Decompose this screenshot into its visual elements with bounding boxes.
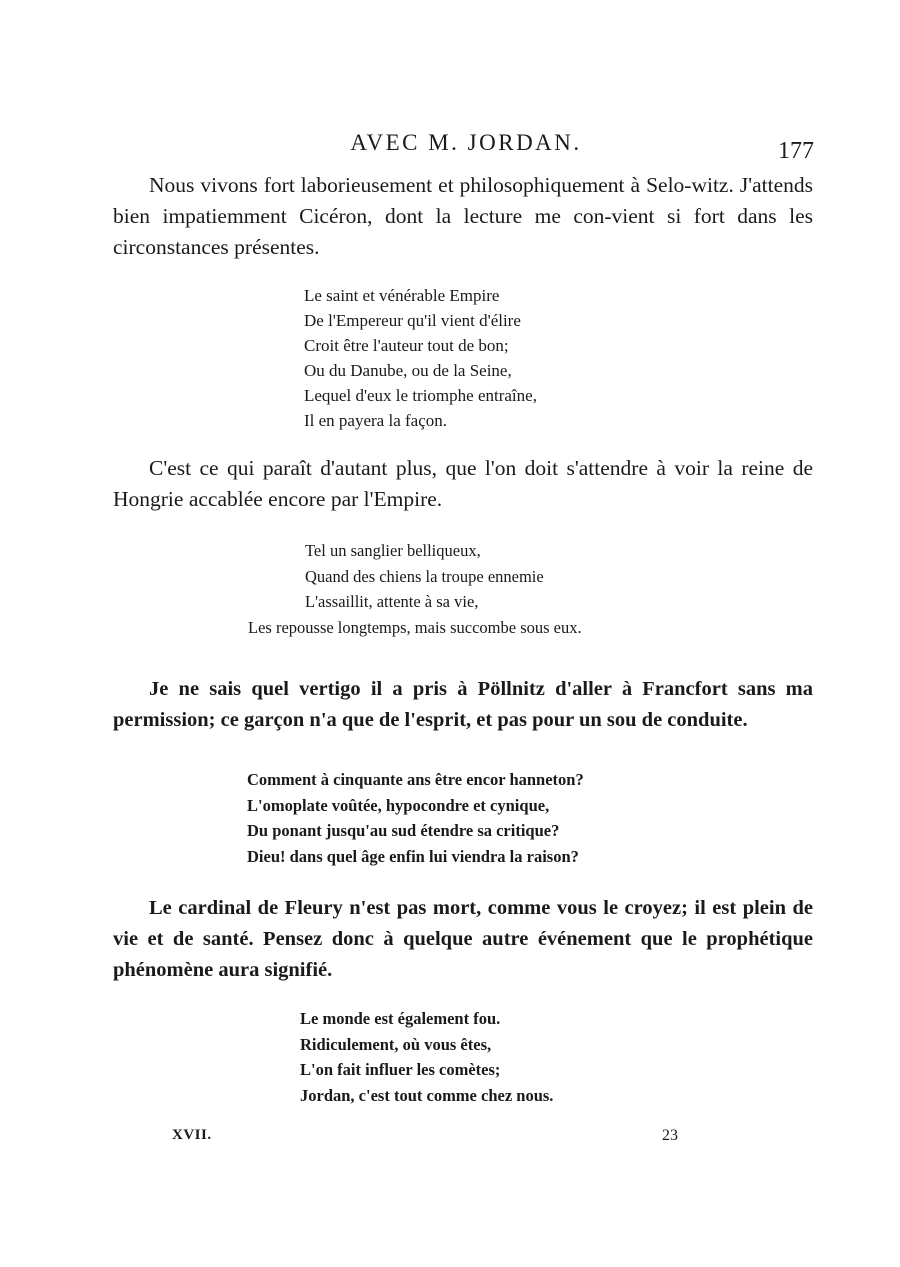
paragraph-3-text: Je ne sais quel vertigo il a pris à Pöllnitz d'aller à Francfort sans ma permission; ce garçon n'a que de l'esprit, et pas pour un sou de conduite.: [113, 678, 813, 731]
verse-3: [247, 767, 584, 869]
verse-line: Comment à cinquante ans être encor hanneton?: [247, 770, 584, 789]
verse-4: [300, 1006, 553, 1108]
verse-line: L'omoplate voûtée, hypocondre et cynique,: [247, 795, 550, 815]
signature-number: 23: [662, 1127, 678, 1144]
verse-line: L'assaillit, attente à sa vie,: [305, 592, 479, 611]
verse-line: Ou du Danube, ou de la Seine,: [304, 361, 512, 380]
paragraph-1: [113, 170, 813, 263]
verse-1: [304, 283, 537, 433]
verse-line: Le saint et vénérable Empire: [304, 286, 500, 305]
verse-2: [248, 538, 582, 640]
paragraph-3: [113, 674, 813, 736]
signature-mark: XVII.: [172, 1127, 212, 1143]
verse-line: Quand des chiens la troupe ennemie: [305, 566, 544, 586]
verse-line: Du ponant jusqu'au sud étendre sa critique?: [247, 821, 560, 840]
paragraph-4: [113, 893, 813, 986]
page-number: 177: [778, 138, 814, 164]
verse-line: Croit être l'auteur tout de bon;: [304, 336, 509, 355]
verse-line: Il en payera la façon.: [304, 411, 447, 430]
verse-line: L'on fait influer les comètes;: [300, 1060, 501, 1079]
paragraph-4-text: Le cardinal de Fleury n'est pas mort, comme vous le croyez; il est plein de vie et de santé. Pensez donc à quelque autre événement que le prophétique phénomène aura signifié.: [113, 897, 813, 981]
verse-line: De l'Empereur qu'il vient d'élire: [304, 311, 521, 330]
verse-line: Lequel d'eux le triomphe entraîne,: [304, 386, 537, 405]
verse-line: Tel un sanglier belliqueux,: [305, 541, 481, 560]
verse-line: Le monde est également fou.: [300, 1009, 501, 1028]
running-header: AVEC M. JORDAN.: [350, 130, 582, 155]
paragraph-2-text: C'est ce qui paraît d'autant plus, que l'on doit s'attendre à voir la reine de Hongrie accablée encore par l'Empire.: [113, 456, 813, 511]
verse-line: Jordan, c'est tout comme chez nous.: [300, 1085, 554, 1105]
paragraph-2: [113, 453, 813, 515]
paragraph-1-text: Nous vivons fort laborieusement et philosophiquement à Selo-witz. J'attends bien impatiemment Cicéron, dont la lecture me con-vient si fort dans les circonstances présentes.: [113, 173, 813, 259]
verse-line: Ridiculement, où vous êtes,: [300, 1034, 492, 1054]
verse-line: Les repousse longtemps, mais succombe sous eux.: [248, 617, 582, 637]
verse-line: Dieu! dans quel âge enfin lui viendra la raison?: [247, 846, 579, 866]
